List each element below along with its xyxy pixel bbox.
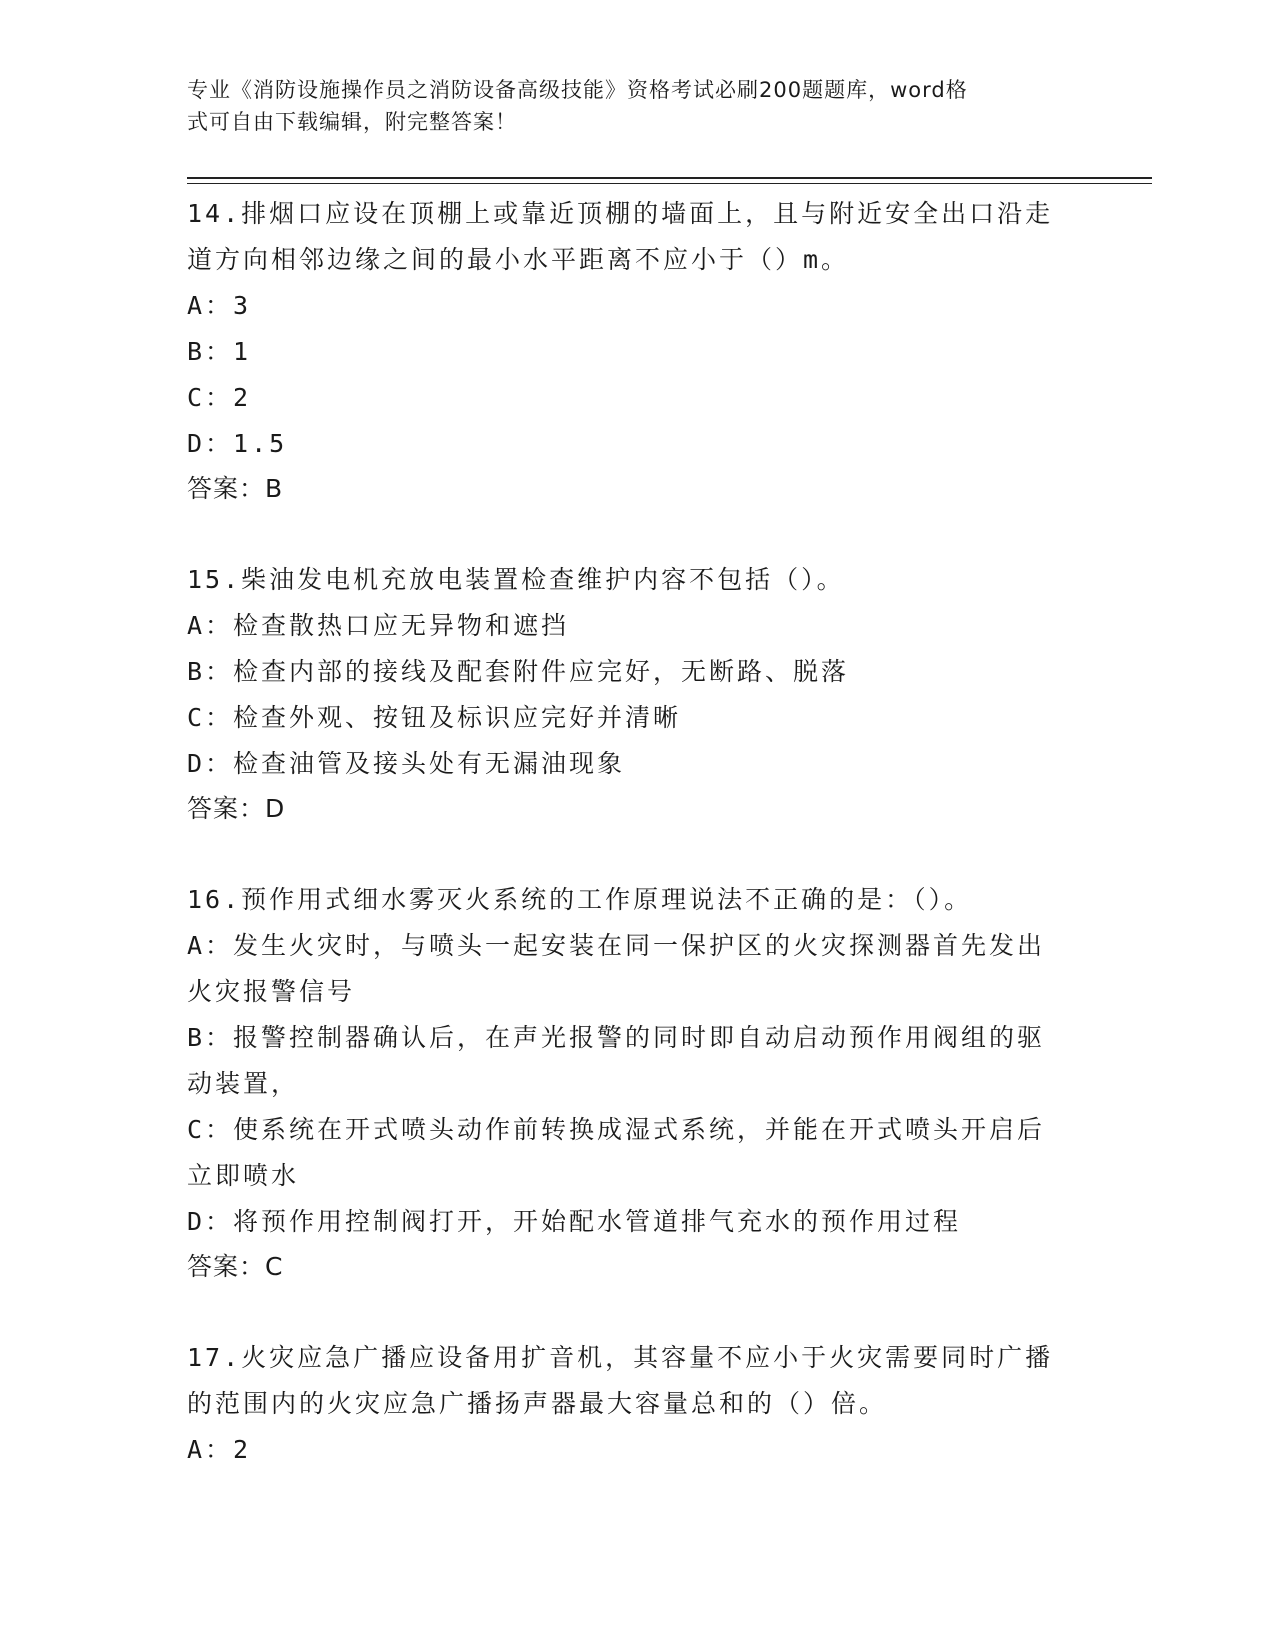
option-c-continued: 立即喷水 — [187, 1161, 300, 1190]
question-stem-line: 15.柴油发电机充放电装置检查维护内容不包括（）。 — [187, 565, 845, 594]
option-c: C：使系统在开式喷头动作前转换成湿式系统，并能在开式喷头开启后 — [187, 1115, 1046, 1144]
document-header — [187, 74, 1067, 138]
answer-line: 答案：B — [187, 474, 284, 503]
option-b-continued: 动装置， — [187, 1069, 300, 1098]
answer-line: 答案：C — [187, 1252, 284, 1281]
option-c: C：2 — [187, 383, 252, 412]
question-17 — [187, 1335, 1087, 1473]
question-list — [187, 191, 1087, 1519]
answer-line: 答案：D — [187, 794, 286, 823]
question-stem-line: 的范围内的火灾应急广播扬声器最大容量总和的（）倍。 — [187, 1389, 888, 1418]
option-a: A：2 — [187, 1435, 252, 1464]
question-14 — [187, 191, 1087, 511]
option-a-continued: 火灾报警信号 — [187, 977, 356, 1006]
header-rule-thick — [187, 177, 1152, 179]
question-stem-line: 17.火灾应急广播应设备用扩音机，其容量不应小于火灾需要同时广播 — [187, 1343, 1054, 1372]
option-d: D：将预作用控制阀打开，开始配水管道排气充水的预作用过程 — [187, 1207, 962, 1236]
option-d: D：1.5 — [187, 429, 288, 458]
question-stem-line: 14.排烟口应设在顶棚上或靠近顶棚的墙面上，且与附近安全出口沿走 — [187, 199, 1054, 228]
header-line-1: 专业《消防设施操作员之消防设备高级技能》资格考试必刷200题题库，word格 — [187, 78, 968, 102]
option-d: D：检查油管及接头处有无漏油现象 — [187, 749, 626, 778]
option-b: B：检查内部的接线及配套附件应完好，无断路、脱落 — [187, 657, 850, 686]
question-16 — [187, 877, 1087, 1289]
question-stem-line: 道方向相邻边缘之间的最小水平距离不应小于（）m。 — [187, 245, 850, 274]
option-a: A：检查散热口应无异物和遮挡 — [187, 611, 570, 640]
option-b: B：报警控制器确认后，在声光报警的同时即自动启动预作用阀组的驱 — [187, 1023, 1046, 1052]
header-rule-thin — [187, 183, 1152, 184]
option-a: A：发生火灾时，与喷头一起安装在同一保护区的火灾探测器首先发出 — [187, 931, 1046, 960]
option-a: A：3 — [187, 291, 252, 320]
option-c: C：检查外观、按钮及标识应完好并清晰 — [187, 703, 682, 732]
option-b: B：1 — [187, 337, 252, 366]
question-15 — [187, 557, 1087, 831]
header-line-2: 式可自由下载编辑，附完整答案！ — [187, 110, 517, 134]
question-stem-line: 16.预作用式细水雾灭火系统的工作原理说法不正确的是：（）。 — [187, 885, 973, 914]
